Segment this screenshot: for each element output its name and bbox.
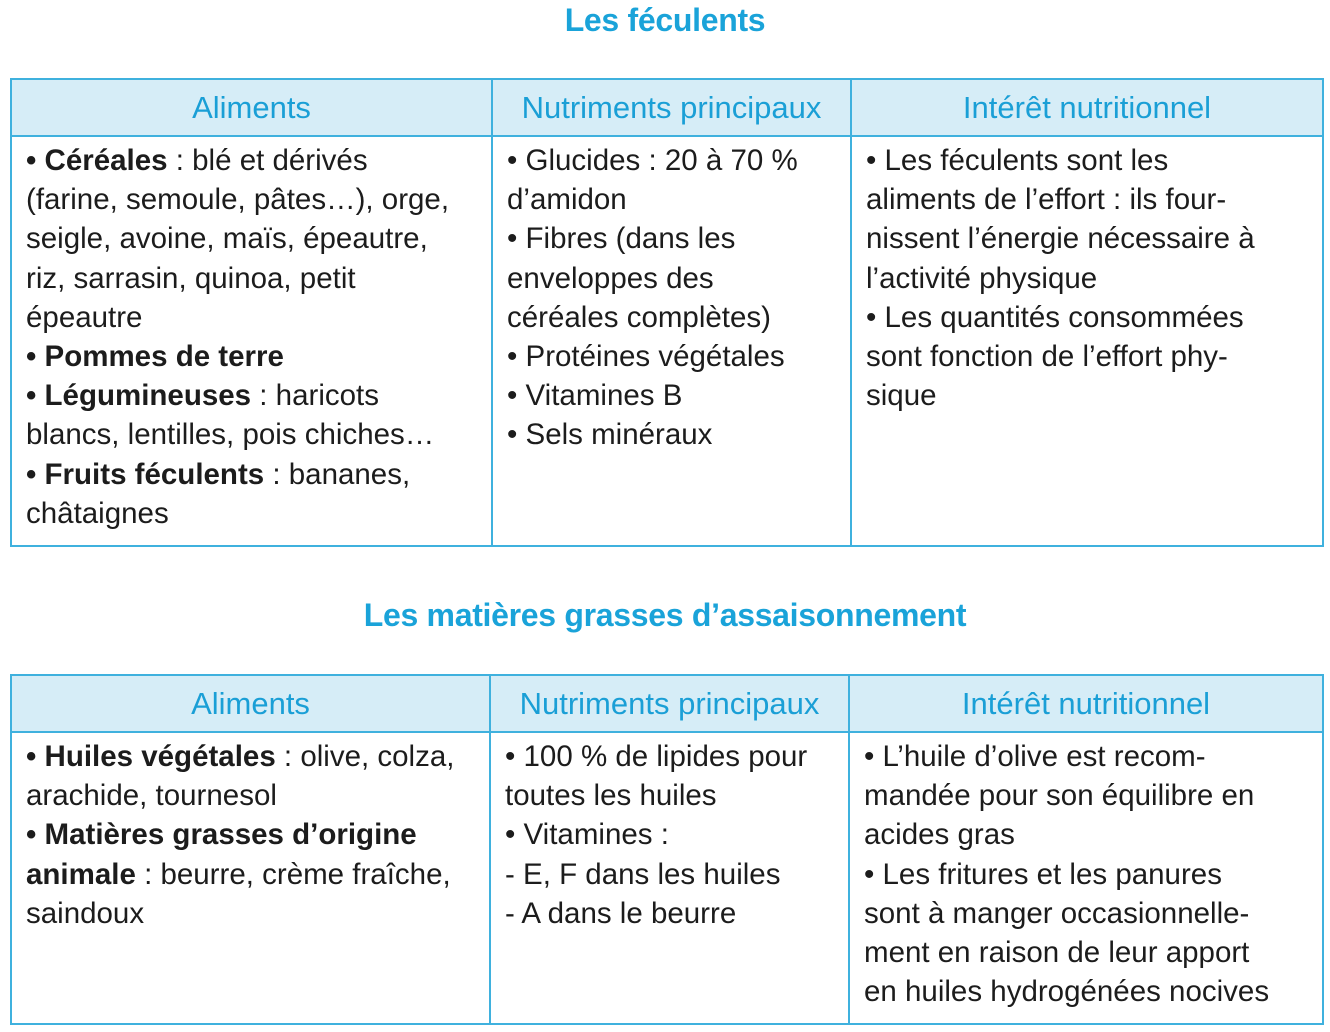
table-row	[11, 136, 1323, 546]
text-line: sont à manger occasionnelle-	[864, 896, 1250, 930]
line-text: arachide, tournesol	[26, 779, 277, 813]
text-line: - A dans le beurre	[505, 896, 737, 930]
text-line	[26, 455, 479, 494]
bold-term: • Pommes de terre	[26, 340, 284, 374]
text-line: céréales complètes)	[507, 300, 771, 334]
cell-nutriments	[490, 732, 849, 1024]
text-line	[26, 776, 477, 815]
text-line: • Les quantités consommées	[866, 300, 1244, 334]
cell-nutriments	[492, 136, 851, 546]
text-line: aliments de l’effort : ils four-	[866, 183, 1227, 217]
text-line: • L’huile d’olive est recom-	[864, 740, 1206, 773]
line-text: châtaignes	[26, 496, 169, 530]
bold-term: • Légumineuses	[26, 379, 252, 413]
text-line	[26, 855, 477, 894]
text-line	[26, 737, 477, 776]
line-text: : olive, colza,	[275, 740, 455, 773]
text-line: • Les fritures et les panures	[864, 857, 1222, 891]
cell-interet	[849, 732, 1323, 1024]
header-nutriments: Nutriments principaux	[492, 79, 851, 136]
text-line: toutes les huiles	[505, 779, 717, 813]
bold-term: • Fruits féculents	[26, 457, 265, 491]
text-line: acides gras	[864, 818, 1015, 852]
table-feculents	[10, 78, 1324, 547]
table-matieres-grasses	[10, 674, 1324, 1025]
text-line	[26, 494, 479, 533]
text-line: • Protéines végétales	[507, 340, 785, 374]
section-title-feculents: Les féculents	[564, 2, 766, 38]
text-line: • Les féculents sont les	[866, 144, 1169, 177]
text-line	[26, 180, 479, 219]
text-line: enveloppes des	[507, 261, 714, 295]
text-line	[26, 415, 479, 454]
text-line	[26, 141, 479, 180]
header-interet: Intérêt nutritionnel	[851, 79, 1323, 136]
text-line: nissent l’énergie nécessaire à	[866, 222, 1255, 256]
line-text: épeautre	[26, 300, 143, 334]
bold-term: • Céréales	[26, 144, 168, 177]
text-line: - E, F dans les huiles	[505, 857, 781, 891]
line-text: saindoux	[26, 896, 145, 930]
bold-term: • Huiles végétales	[26, 740, 276, 773]
text-line: en huiles hydrogénées nocives	[864, 975, 1270, 1009]
text-line: • Sels minéraux	[507, 418, 713, 452]
text-line	[26, 298, 479, 337]
cell-interet	[851, 136, 1323, 546]
text-line: • Glucides : 20 à 70 %	[507, 144, 798, 177]
header-nutriments: Nutriments principaux	[490, 675, 849, 732]
cell-aliments	[11, 136, 492, 546]
table-header-row	[11, 79, 1323, 136]
text-line: sique	[866, 379, 937, 413]
line-text: : blé et dérivés	[167, 144, 368, 177]
section-title-matieres-grasses: Les matières grasses d’assaisonnement	[363, 597, 967, 633]
text-line	[26, 376, 479, 415]
line-text: : haricots	[251, 379, 379, 413]
text-line	[26, 337, 479, 376]
line-text: seigle, avoine, maïs, épeautre,	[26, 222, 428, 256]
line-text: (farine, semoule, pâtes…), orge,	[26, 183, 450, 217]
line-text: riz, sarrasin, quinoa, petit	[26, 261, 356, 295]
bold-term: animale	[26, 857, 136, 891]
table-row	[11, 732, 1323, 1024]
text-line: • Fibres (dans les	[507, 222, 736, 256]
text-line: sont fonction de l’effort phy-	[866, 340, 1228, 374]
header-aliments: Aliments	[11, 79, 492, 136]
table-header-row	[11, 675, 1323, 732]
text-line	[26, 894, 477, 933]
text-line: • 100 % de lipides pour	[505, 740, 808, 773]
text-line	[26, 815, 477, 854]
text-line: mandée pour son équilibre en	[864, 779, 1255, 813]
header-interet: Intérêt nutritionnel	[849, 675, 1323, 732]
text-line: ment en raison de leur apport	[864, 936, 1250, 970]
text-line: • Vitamines B	[507, 379, 683, 413]
bold-term: • Matières grasses d’origine	[26, 818, 417, 852]
text-line	[26, 259, 479, 298]
text-line: • Vitamines :	[505, 818, 669, 852]
header-aliments: Aliments	[11, 675, 490, 732]
cell-aliments	[11, 732, 490, 1024]
text-line	[26, 219, 479, 258]
line-text: blancs, lentilles, pois chiches…	[26, 418, 435, 452]
line-text: : beurre, crème fraîche,	[135, 857, 451, 891]
text-line: d’amidon	[507, 183, 627, 217]
text-line: l’activité physique	[866, 261, 1098, 295]
line-text: : bananes,	[264, 457, 411, 491]
